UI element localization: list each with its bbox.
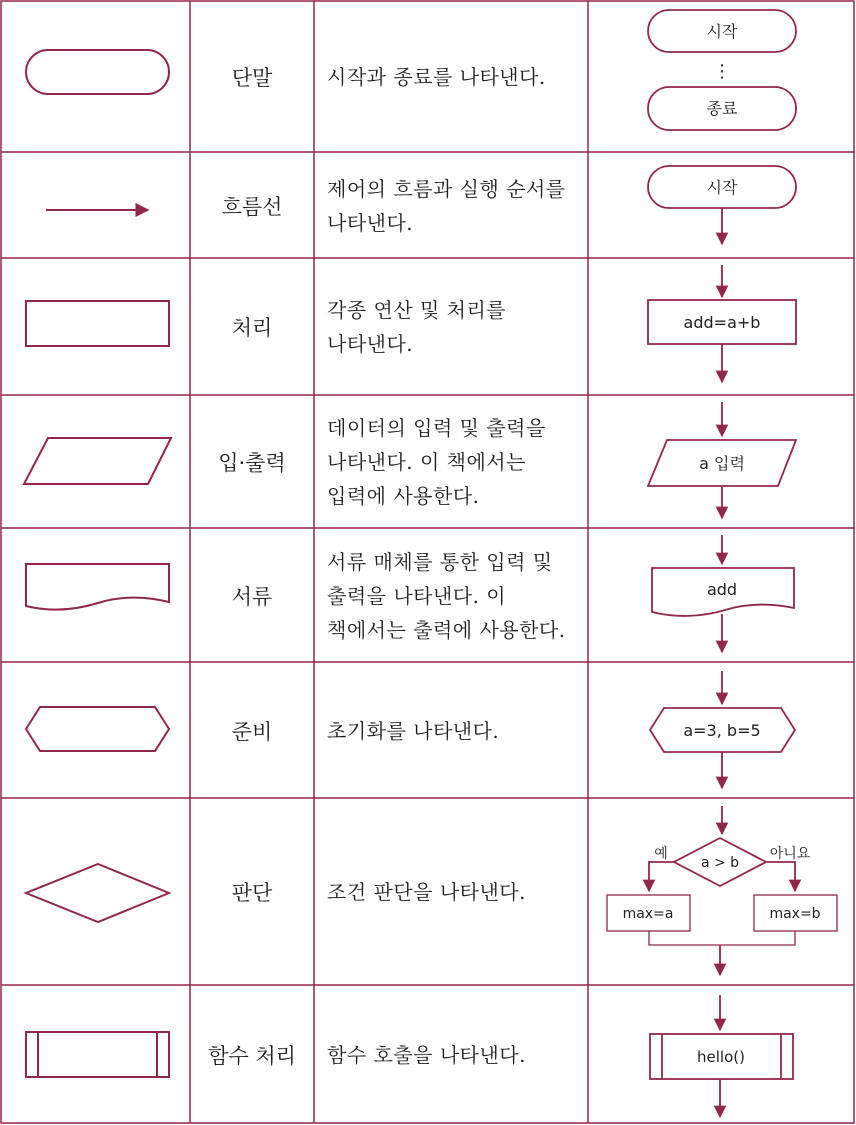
example-document-label: add — [706, 580, 738, 599]
example-flow-start-label: 시작 — [706, 178, 738, 197]
document-symbol — [26, 564, 169, 610]
row-desc-flowline: 제어의 흐름과 실행 순서를 나타낸다. — [327, 176, 566, 235]
example-end-label: 종료 — [706, 99, 738, 118]
example-no-branch — [766, 862, 795, 891]
row-desc-predefined: 함수 호출을 나타낸다. — [327, 1042, 526, 1067]
row-desc-io: 데이터의 입력 및 출력을 나타낸다. 이 책에서는 입력에 사용한다. — [327, 416, 546, 508]
example-no-label: 아니요 — [769, 846, 811, 862]
example-predef-label: hello() — [697, 1048, 745, 1066]
decision-symbol — [26, 864, 169, 922]
preparation-symbol — [26, 707, 169, 751]
example-yes-branch — [649, 862, 674, 891]
row-desc-process: 각종 연산 및 처리를 나타낸다. — [327, 298, 507, 356]
terminal-symbol — [26, 50, 169, 94]
example-ellipsis: ⋮ — [713, 61, 731, 82]
predefined-process-symbol — [26, 1032, 169, 1077]
row-name-terminal: 단말 — [231, 66, 273, 90]
example-yes-action-label: max=a — [622, 906, 674, 922]
example-yes-label: 예 — [654, 846, 668, 862]
example-no-action-label: max=b — [769, 906, 821, 922]
row-desc-preparation: 초기화를 나타낸다. — [327, 718, 500, 743]
example-process-label: add=a+b — [683, 313, 761, 332]
example-merge-line — [649, 931, 795, 945]
row-name-predefined: 함수 처리 — [208, 1043, 296, 1068]
example-start-label: 시작 — [706, 22, 738, 41]
row-desc-decision: 조건 판단을 나타낸다. — [327, 880, 526, 904]
row-desc-terminal: 시작과 종료를 나타낸다. — [327, 65, 546, 89]
process-symbol — [26, 301, 169, 346]
row-name-io: 입·출력 — [218, 451, 286, 475]
io-symbol — [24, 438, 171, 484]
row-name-flowline: 흐름선 — [221, 194, 283, 219]
example-prep-label: a=3, b=5 — [683, 721, 761, 740]
row-desc-document: 서류 매체를 통한 입력 및 출력을 나타낸다. 이 책에서는 출력에 사용한다. — [327, 549, 566, 642]
row-name-process: 처리 — [231, 316, 273, 340]
example-io-label: a 입력 — [699, 454, 745, 473]
row-name-document: 서류 — [231, 584, 273, 609]
example-condition-label: a > b — [700, 855, 740, 871]
row-name-preparation: 준비 — [231, 719, 273, 744]
symbol-column — [24, 50, 171, 1077]
example-column — [607, 10, 837, 1117]
row-name-decision: 판단 — [231, 881, 273, 905]
